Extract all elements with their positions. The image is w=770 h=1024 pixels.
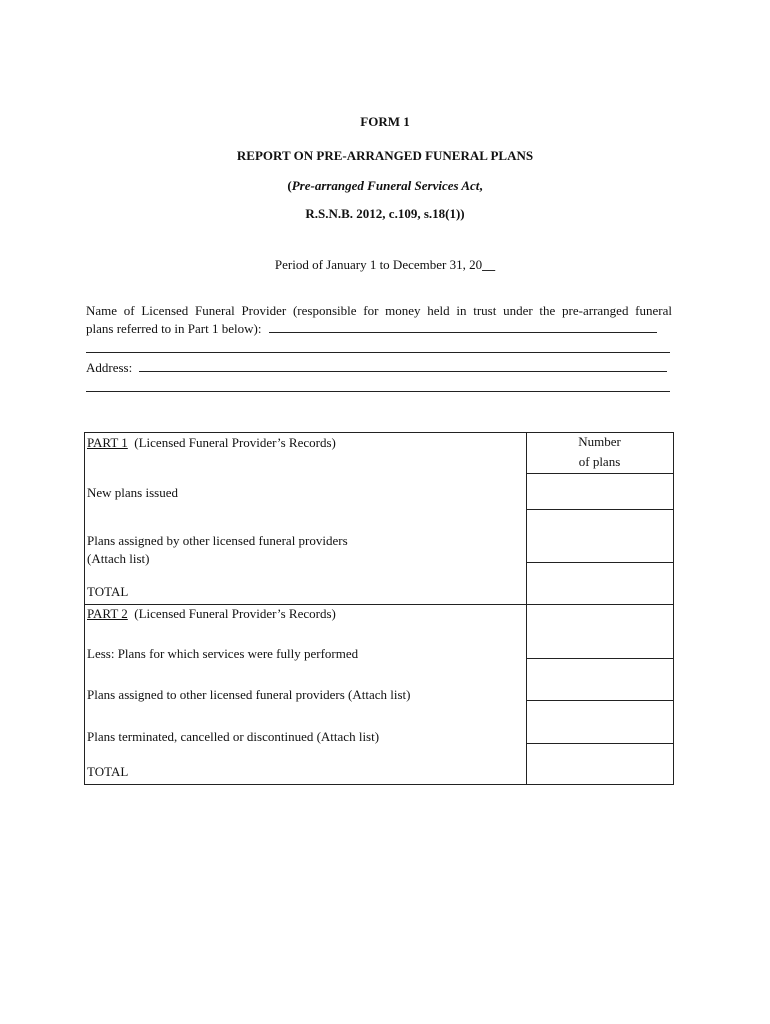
part-divider bbox=[85, 604, 526, 605]
input-services-performed[interactable] bbox=[527, 605, 673, 658]
plans-table bbox=[84, 432, 674, 785]
input-part2-total[interactable] bbox=[527, 744, 673, 784]
row-plans-assigned-by-others: Plans assigned by other licensed funeral providers bbox=[87, 533, 348, 548]
row-part2-total: TOTAL bbox=[87, 764, 129, 779]
provider-name-line1: Name of Licensed Funeral Provider (responsible for money held in trust under the pre-arranged funeral bbox=[86, 303, 672, 318]
input-plans-assigned-by-others[interactable] bbox=[527, 510, 673, 562]
provider-name-field-continued[interactable] bbox=[86, 342, 670, 353]
act-name: Pre-arranged Funeral Services Act bbox=[291, 178, 480, 193]
period-label: Period of January 1 to December 31, 20 bbox=[274, 257, 483, 272]
citation: R.S.N.B. 2012, c.109, s.18(1)) bbox=[305, 206, 465, 221]
row-services-performed: Less: Plans for which services were fully performed bbox=[87, 646, 359, 661]
row-new-plans-issued: New plans issued bbox=[87, 485, 178, 500]
number-header-line1: Number bbox=[578, 434, 621, 449]
part2-desc: (Licensed Funeral Provider’s Records) bbox=[134, 606, 336, 621]
form-title: REPORT ON PRE-ARRANGED FUNERAL PLANS bbox=[236, 148, 534, 163]
provider-name-field[interactable] bbox=[269, 322, 657, 333]
row-plans-assigned-to-others: Plans assigned to other licensed funeral providers (Attach list) bbox=[87, 687, 411, 702]
address-label: Address: bbox=[86, 360, 133, 375]
part1-desc: (Licensed Funeral Provider’s Records) bbox=[134, 435, 336, 450]
address-line2 bbox=[86, 380, 672, 396]
input-part1-total[interactable] bbox=[527, 563, 673, 604]
act-open: ( bbox=[287, 178, 292, 193]
act-close: , bbox=[479, 178, 483, 193]
provider-name-line3 bbox=[86, 341, 672, 357]
address-line1 bbox=[86, 360, 672, 376]
part2-heading bbox=[87, 606, 336, 622]
provider-name-label: plans referred to in Part 1 below): bbox=[86, 321, 262, 336]
period-line bbox=[0, 257, 770, 273]
part2-label: PART 2 bbox=[87, 606, 128, 621]
address-field-continued[interactable] bbox=[86, 381, 670, 392]
form-number: FORM 1 bbox=[360, 114, 410, 129]
row-attach-list: (Attach list) bbox=[87, 551, 150, 566]
provider-name-line2 bbox=[86, 321, 672, 337]
part1-label: PART 1 bbox=[87, 435, 128, 450]
act-reference bbox=[0, 178, 770, 194]
number-header-line2: of plans bbox=[578, 454, 621, 469]
input-plans-assigned-to-others[interactable] bbox=[527, 659, 673, 700]
row-plans-terminated: Plans terminated, cancelled or discontinued (Attach list) bbox=[87, 729, 380, 744]
period-year-blank[interactable]: __ bbox=[482, 257, 496, 272]
row-part1-total: TOTAL bbox=[87, 584, 129, 599]
input-new-plans-issued[interactable] bbox=[527, 474, 673, 509]
part1-heading bbox=[87, 435, 336, 451]
input-plans-terminated[interactable] bbox=[527, 701, 673, 743]
address-field[interactable] bbox=[139, 361, 667, 372]
